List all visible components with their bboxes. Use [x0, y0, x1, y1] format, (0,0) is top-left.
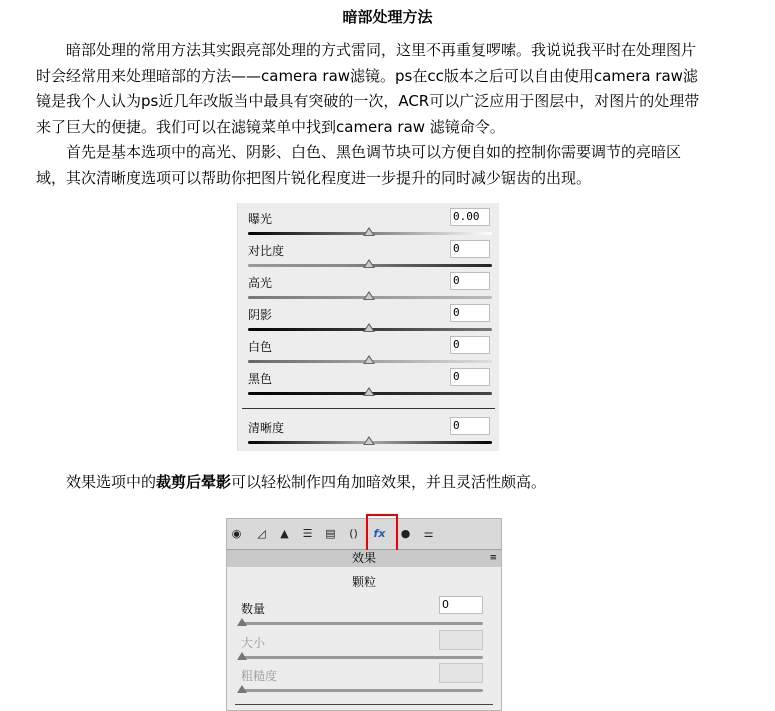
basic-icon[interactable]: ◉ — [231, 527, 242, 540]
paragraph-effects-prefix: 效果选项中的 — [66, 473, 157, 491]
slider-row-clarity — [246, 415, 492, 447]
camera-raw-effects-panel — [226, 518, 502, 711]
paragraph-basic-options: 首先是基本选项中的高光、阴影、白色、黑色调节块可以方便自如的控制你需要调节的亮暗区域，其次清晰度选项可以帮助你把图片锐化程度进一步提升的同时减少锯齿的出现。 — [36, 143, 682, 187]
size-input — [439, 630, 483, 650]
slider-row-roughness — [239, 663, 483, 695]
detail-icon[interactable]: ▲ — [280, 527, 289, 540]
slider-label: 清晰度 — [248, 421, 285, 435]
slider-row-amount — [239, 596, 483, 628]
slider-label: 阴影 — [248, 308, 273, 322]
split-toning-icon[interactable]: ▤ — [325, 527, 336, 540]
panel-menu-icon[interactable]: ≡ — [489, 553, 497, 563]
contrast-slider-thumb[interactable] — [363, 259, 375, 268]
exposure-input[interactable]: 0.00 — [450, 208, 490, 226]
presets-icon[interactable]: ⚌ — [423, 527, 434, 540]
section-divider — [242, 408, 495, 409]
slider-label: 数量 — [241, 602, 266, 616]
whites-input[interactable]: 0 — [450, 336, 490, 354]
fx-icon[interactable]: fx — [373, 527, 386, 540]
clarity-slider-thumb[interactable] — [363, 436, 375, 445]
slider-row-contrast — [246, 238, 492, 270]
amount-slider-thumb[interactable] — [237, 618, 247, 626]
tone-curve-icon[interactable]: ◿ — [257, 527, 266, 540]
amount-slider-track[interactable] — [239, 622, 483, 625]
exposure-slider-thumb[interactable] — [363, 227, 375, 236]
slider-label: 白色 — [248, 340, 273, 354]
size-slider-thumb — [237, 652, 247, 660]
camera-raw-basic-panel — [237, 203, 499, 451]
slider-row-shadows — [246, 302, 492, 334]
slider-label: 高光 — [248, 276, 273, 290]
whites-slider-thumb[interactable] — [363, 355, 375, 364]
panel-header-title: 效果 — [351, 551, 376, 565]
page-title: 暗部处理方法 — [342, 8, 433, 26]
panel-tab-toolbar — [227, 519, 501, 550]
slider-row-whites — [246, 334, 492, 366]
section-title: 颗粒 — [351, 575, 376, 589]
blacks-input[interactable]: 0 — [450, 368, 490, 386]
roughness-slider-track — [239, 689, 483, 692]
paragraph-intro: 暗部处理的常用方法其实跟亮部处理的方式雷同，这里不再重复啰嗦。我说说我平时在处理图片时会经常用来处理暗部的方法——camera raw滤镜。ps在cc版本之后可以自由使用camera raw滤镜是我个人认为ps近几年改版当中最具有突破的一次，ACR可以广泛应用于图层中，对图片的处理带来了巨大的便捷。我们可以在滤镜菜单中找到camera raw 滤镜命令。 — [36, 41, 700, 136]
amount-input[interactable]: 0 — [439, 596, 483, 614]
contrast-input[interactable]: 0 — [450, 240, 490, 258]
slider-label: 大小 — [241, 636, 266, 650]
highlights-slider-thumb[interactable] — [363, 291, 375, 300]
roughness-slider-thumb — [237, 685, 247, 693]
roughness-input — [439, 663, 483, 683]
paragraph-effects — [66, 470, 706, 496]
section-divider — [235, 704, 493, 705]
slider-row-blacks — [246, 366, 492, 398]
size-slider-track — [239, 656, 483, 659]
shadows-input[interactable]: 0 — [450, 304, 490, 322]
slider-label: 对比度 — [248, 244, 285, 258]
slider-label: 黑色 — [248, 372, 273, 386]
paragraph-effects-bold: 裁剪后晕影 — [156, 473, 232, 491]
panel-header — [227, 550, 501, 567]
hsl-icon[interactable]: ☰ — [302, 527, 313, 540]
slider-row-exposure — [246, 206, 492, 238]
paragraph-effects-suffix: 可以轻松制作四角加暗效果，并且灵活性颇高。 — [231, 473, 547, 491]
slider-label: 粗糙度 — [241, 669, 278, 683]
highlights-input[interactable]: 0 — [450, 272, 490, 290]
slider-row-size — [239, 630, 483, 662]
shadows-slider-thumb[interactable] — [363, 323, 375, 332]
clarity-input[interactable]: 0 — [450, 417, 490, 435]
slider-row-highlights — [246, 270, 492, 302]
camera-calibration-icon[interactable]: ● — [400, 527, 411, 540]
blacks-slider-thumb[interactable] — [363, 387, 375, 396]
highlight-box — [366, 514, 398, 553]
slider-label: 曝光 — [248, 212, 273, 226]
lens-correction-icon[interactable]: () — [349, 527, 358, 540]
